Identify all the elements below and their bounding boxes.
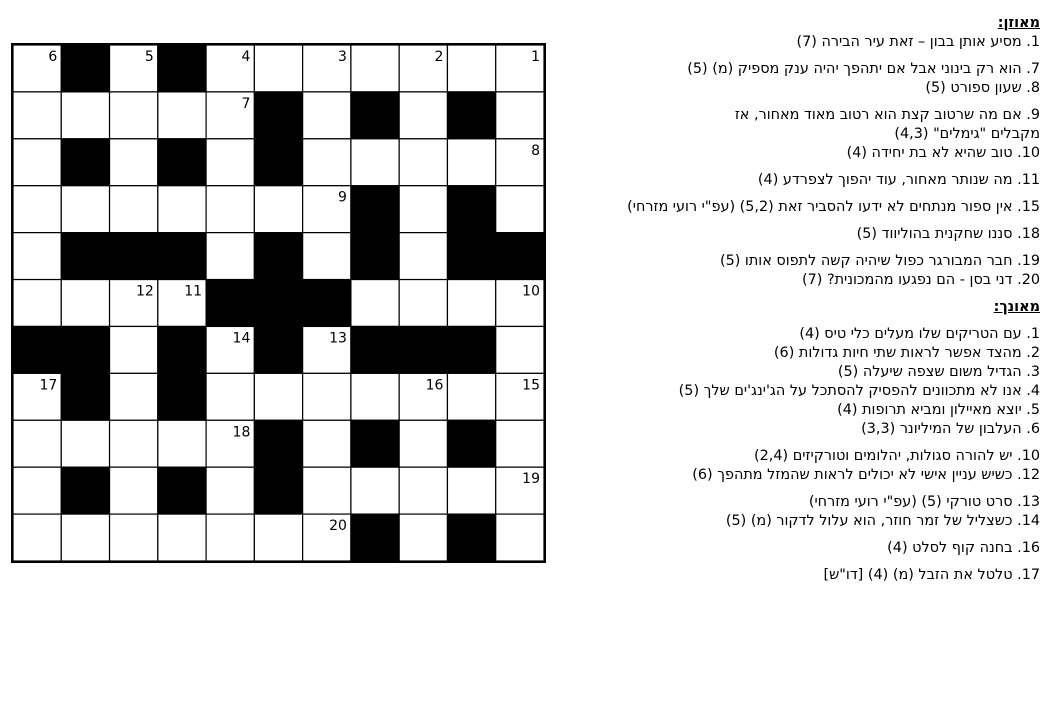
cell-number-10: 10 [522,283,540,300]
answer-cell[interactable] [158,514,206,561]
answer-cell[interactable] [206,467,254,514]
answer-cell[interactable] [496,92,544,139]
answer-cell[interactable] [13,514,61,561]
answer-cell[interactable] [399,280,447,327]
answer-cell[interactable] [399,139,447,186]
cell-number-5: 5 [144,49,154,65]
cell-number-20: 20 [329,518,347,535]
block-cell [61,139,109,186]
answer-cell[interactable] [110,514,158,561]
grid-svg [13,45,544,561]
block-cell [254,420,302,467]
answer-cell[interactable] [399,467,447,514]
block-cell [158,467,206,514]
down-clue-12: 12. כשיש עניין אישי לא יכולים לראות שהמזל מתהפך (6) [692,467,1040,483]
cell-number-2: 2 [434,49,444,65]
block-cell [447,326,495,373]
block-cell [254,92,302,139]
answer-cell[interactable] [13,92,61,139]
answer-cell[interactable] [158,186,206,233]
cell-number-9: 9 [337,189,347,206]
block-cell [496,233,544,280]
block-cell [351,326,399,373]
answer-cell[interactable] [496,514,544,561]
block-cell [61,373,109,420]
answer-cell[interactable] [351,467,399,514]
block-cell [447,186,495,233]
answer-cell[interactable] [351,45,399,92]
block-cell [158,45,206,92]
answer-cell[interactable] [447,373,495,420]
down-clue-10: 10. יש להורה סגולות, יהלומים וטורקיזים (2,4) [754,448,1040,464]
answer-cell[interactable] [447,139,495,186]
answer-cell[interactable] [351,373,399,420]
block-cell [254,233,302,280]
cell-number-8: 8 [531,142,540,159]
across-clue-9-line2: מקבלים "גימלים" (4,3) [894,126,1040,142]
block-cell [13,326,61,373]
answer-cell[interactable] [496,420,544,467]
cell-number-13: 13 [329,330,347,347]
answer-cell[interactable] [13,467,61,514]
answer-cell[interactable] [447,280,495,327]
answer-cell[interactable] [61,280,109,327]
block-cell [447,420,495,467]
block-cell [351,233,399,280]
across-clue-20: 20. דני בסן - הם נפגעו מהמכונית? (7) [801,272,1040,288]
block-cell [110,233,158,280]
cell-number-17: 17 [39,377,58,394]
answer-cell[interactable] [13,420,61,467]
block-cell [158,326,206,373]
cell-number-6: 6 [48,49,58,65]
answer-cell[interactable] [303,373,351,420]
block-cell [254,139,302,186]
across-clue-7: 7. הוא רק בינוני אבל אם יתהפך יהיה ענק מספיק (מ) (5) [687,61,1040,77]
across-heading: מאוזן: [997,15,1040,31]
block-cell [254,280,302,327]
answer-cell[interactable] [61,92,109,139]
block-cell [447,92,495,139]
down-heading: מאונך: [993,299,1040,315]
answer-cell[interactable] [447,45,495,92]
block-cell [351,186,399,233]
answer-cell[interactable] [61,186,109,233]
across-clue-1: 1. מסיע אותן בבון – זאת עיר הבירה (7) [796,34,1040,50]
across-clue-8: 8. שעון ספורט (5) [925,80,1040,96]
cell-number-1: 1 [531,49,540,65]
answer-cell[interactable] [303,233,351,280]
block-cell [254,326,302,373]
answer-cell[interactable] [399,92,447,139]
block-cell [399,326,447,373]
down-clue-4: 4. אנו לא מתכוונים להפסיק להסתכל על הג'ינג'ים שלך (5) [678,383,1040,399]
cell-number-16: 16 [425,377,444,394]
answer-cell[interactable] [206,373,254,420]
answer-cell[interactable] [496,326,544,373]
block-cell [61,45,109,92]
block-cell [351,514,399,561]
answer-cell[interactable] [351,280,399,327]
block-cell [61,326,109,373]
cell-number-4: 4 [241,49,251,65]
down-clue-13: 13. סרט טורקי (5) (עפ"י רועי מזרחי) [808,494,1040,510]
block-cell [351,420,399,467]
block-cell [351,92,399,139]
down-clue-2: 2. מהצד אפשר לראות שתי חיות גדולות (6) [773,345,1040,361]
down-clue-16: 16. בחנה קוף לסלט (4) [887,540,1040,556]
block-cell [158,233,206,280]
answer-cell[interactable] [303,467,351,514]
across-clue-19: 19. חבר המבורגר כפול שיהיה קשה לתפוס אותו (5) [719,253,1040,269]
answer-cell[interactable] [61,420,109,467]
across-clue-11: 11. מה שנותר מאחור, עוד יהפוך לצפרדע (4) [757,172,1040,188]
down-clue-1: 1. עם הטריקים שלו מעלים כלי טיס (4) [799,326,1040,342]
down-clue-6: 6. העלבון של המיליונר (3,3) [861,421,1040,437]
cell-number-12: 12 [135,283,154,300]
answer-cell[interactable] [13,139,61,186]
answer-cell[interactable] [61,514,109,561]
down-clue-5: 5. יוצא מאיילון ומביא תרופות (4) [837,402,1040,418]
answer-cell[interactable] [110,92,158,139]
answer-cell[interactable] [110,139,158,186]
answer-cell[interactable] [206,233,254,280]
block-cell [158,373,206,420]
down-section [560,298,1040,585]
cell-number-14: 14 [232,330,251,347]
answer-cell[interactable] [254,186,302,233]
block-cell [158,139,206,186]
across-clue-18: 18. סננו שחקנית בהוליווד (5) [856,226,1040,242]
clues-panel [560,14,1040,585]
answer-cell[interactable] [13,233,61,280]
cell-number-11: 11 [184,283,203,300]
answer-cell[interactable] [496,186,544,233]
down-clue-14: 14. כשצליל של זמר חוזר, הוא עלול לדקור (מ) (5) [725,513,1040,529]
answer-cell[interactable] [206,186,254,233]
block-cell [61,233,109,280]
answer-cell[interactable] [158,92,206,139]
answer-cell[interactable] [13,280,61,327]
answer-cell[interactable] [110,186,158,233]
block-cell [254,467,302,514]
cell-number-18: 18 [232,424,251,441]
answer-cell[interactable] [303,420,351,467]
down-clue-3: 3. הגדיל משום שצפה שיעלה (5) [837,364,1040,380]
answer-cell[interactable] [254,373,302,420]
block-cell [447,233,495,280]
answer-cell[interactable] [110,467,158,514]
cell-number-3: 3 [337,49,347,65]
answer-cell[interactable] [206,514,254,561]
across-section [560,14,1040,290]
answer-cell[interactable] [399,420,447,467]
block-cell [206,280,254,327]
across-clue-10: 10. טוב שהיא לא בת יחידה (4) [846,145,1040,161]
answer-cell[interactable] [399,233,447,280]
answer-cell[interactable] [254,514,302,561]
answer-cell[interactable] [303,92,351,139]
answer-cell[interactable] [399,514,447,561]
block-cell [61,467,109,514]
across-clue-9-line1: 9. אם מה שרטוב קצת הוא רטוב מאוד מאחור, אז [734,107,1040,123]
cell-number-19: 19 [522,471,540,488]
cell-number-7: 7 [241,95,251,112]
across-clue-15: 15. אין ספור מנתחים לא ידעו להסביר זאת (5,2) (עפ"י רועי מזרחי) [627,199,1040,215]
answer-cell[interactable] [110,326,158,373]
answer-cell[interactable] [110,420,158,467]
answer-cell[interactable] [13,186,61,233]
answer-cell[interactable] [158,420,206,467]
answer-cell[interactable] [399,186,447,233]
answer-cell[interactable] [447,467,495,514]
down-clue-17: 17. טלטל את הזבל (מ) (4) [דו"ש] [823,567,1040,583]
answer-cell[interactable] [303,139,351,186]
cell-number-15: 15 [522,377,540,394]
block-cell [303,280,351,327]
answer-cell[interactable] [351,139,399,186]
answer-cell[interactable] [206,139,254,186]
answer-cell[interactable] [254,45,302,92]
block-cell [447,514,495,561]
crossword-grid [11,43,546,563]
answer-cell[interactable] [110,373,158,420]
